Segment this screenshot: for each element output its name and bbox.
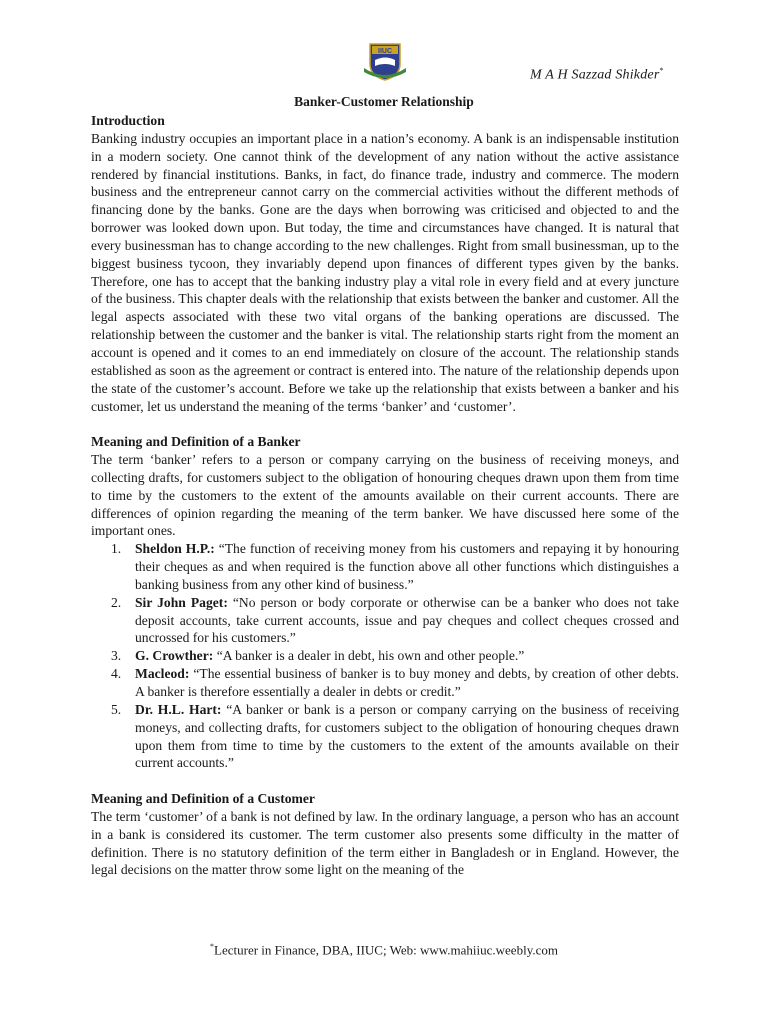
customer-heading: Meaning and Definition of a Customer [91,791,315,807]
banker-paragraph: The term ‘banker’ refers to a person or company carrying on the business of receiving moneys, and collecting drafts, for customers subject to the obligation of honouring cheques drawn upon them from time to time by the customers to the extent of the amounts available on their current accounts. There are differences of opinion regarding the meaning of the term banker. We have discussed here some of the important ones. [91,452,679,539]
author-name-text: M A H Sazzad Shikder [530,67,660,83]
definition-text: “No person or body corporate or otherwise can be a banker who does not take deposit accounts, take current accounts, issue and pay cheques and collect cheques crossed and uncrossed for his customers.” [135,594,679,646]
definition-author: Dr. H.L. Hart: [135,701,222,717]
definition-item [111,594,679,648]
definition-author: Sir John Paget: [135,594,228,610]
definition-author: G. Crowther: [135,648,214,664]
crest-icon [362,42,408,82]
definition-item [111,665,680,701]
footnote-mark: * [210,942,215,951]
definition-text: “A banker or bank is a person or company carrying on the business of receiving moneys, and collecting drafts, for customers subject to the obligation of honouring cheques drawn upon them from time to time by the customers to the extent of the amounts available on their current accounts.” [135,701,679,771]
definition-number: 2. [111,594,122,610]
definition-number: 5. [111,701,122,717]
definition-number: 3. [111,648,122,664]
banker-heading: Meaning and Definition of a Banker [91,434,301,450]
document-body [91,112,679,879]
footnote-text: Lecturer in Finance, DBA, IIUC; Web: www.mahiiuc.weebly.com [214,942,558,958]
page-title: Banker-Customer Relationship [294,94,474,109]
customer-paragraph: The term ‘customer’ of a bank is not defined by law. In the ordinary language, a person who has an account in a bank is considered its customer. The term customer also presents some difficulty in the matter of definition. There is no statutory definition of the term either in Bangladesh or in England. However, the legal decisions on the matter throw some light on the meaning of the [91,808,679,878]
definition-number: 1. [111,541,122,557]
author-name [530,66,664,84]
banker-definitions-list [91,540,679,772]
footnote [0,942,768,958]
definition-text: “The function of receiving money from his customers and repaying it by honouring their cheques as and when required is the function above all other functions which distinguishes a banking business from any other kind of business.” [135,541,680,592]
definition-item [111,647,679,665]
definition-item [111,540,680,594]
intro-heading: Introduction [91,113,165,128]
definition-author: Sheldon H.P.: [135,541,215,557]
definition-author: Macleod: [135,666,190,682]
author-footnote-mark: * [659,66,664,75]
university-logo [362,42,408,82]
intro-paragraph: Banking industry occupies an important place in a nation’s economy. A bank is an indispensable institution in a modern society. One cannot think of the development of any nation without the active assistance rendered by financial institutions. Banks, in fact, do finance trade, industry and commerce. The modern business and the entrepreneur cannot carry on the commercial activities without the different methods of financing done by the banks. Gone are the days when borrowing was criticised and objected to and the borrower was looked down upon. But today, the time and circumstances have changed. It is natural that every businessman has to change according to the new challenges. Right from small businessman, up to the biggest business tycoon, they invariably depend upon finances of different types given by the banks. Therefore, one has to accept that the banking industry play a vital role in every field and at every juncture of the business. This chapter deals with the relationship that exists between the banker and customer. All the legal aspects associated with these two vital organs of the banking operations are discussed. The relationship between the customer and the banker is vital. The relationship starts right from the moment an account is opened and it comes to an end immediately on closure of the account. The relationship stands established as soon as the agreement or contract is entered into. The nature of the relationship depends upon the state of the customer’s account. Before we take up the relationship that exists between a banker and his customer, let us understand the meaning of the terms ‘banker’ and ‘customer’. [91,130,679,414]
logo-text: IIUC [378,48,392,55]
definition-text: “A banker is a dealer in debt, his own and other people.” [216,648,525,664]
definition-item [111,701,679,772]
definition-text: “The essential business of banker is to buy money and debts, by creation of other debts. A banker is therefore essentially a dealer in debts or credit.” [135,666,680,699]
definition-number: 4. [111,666,122,682]
